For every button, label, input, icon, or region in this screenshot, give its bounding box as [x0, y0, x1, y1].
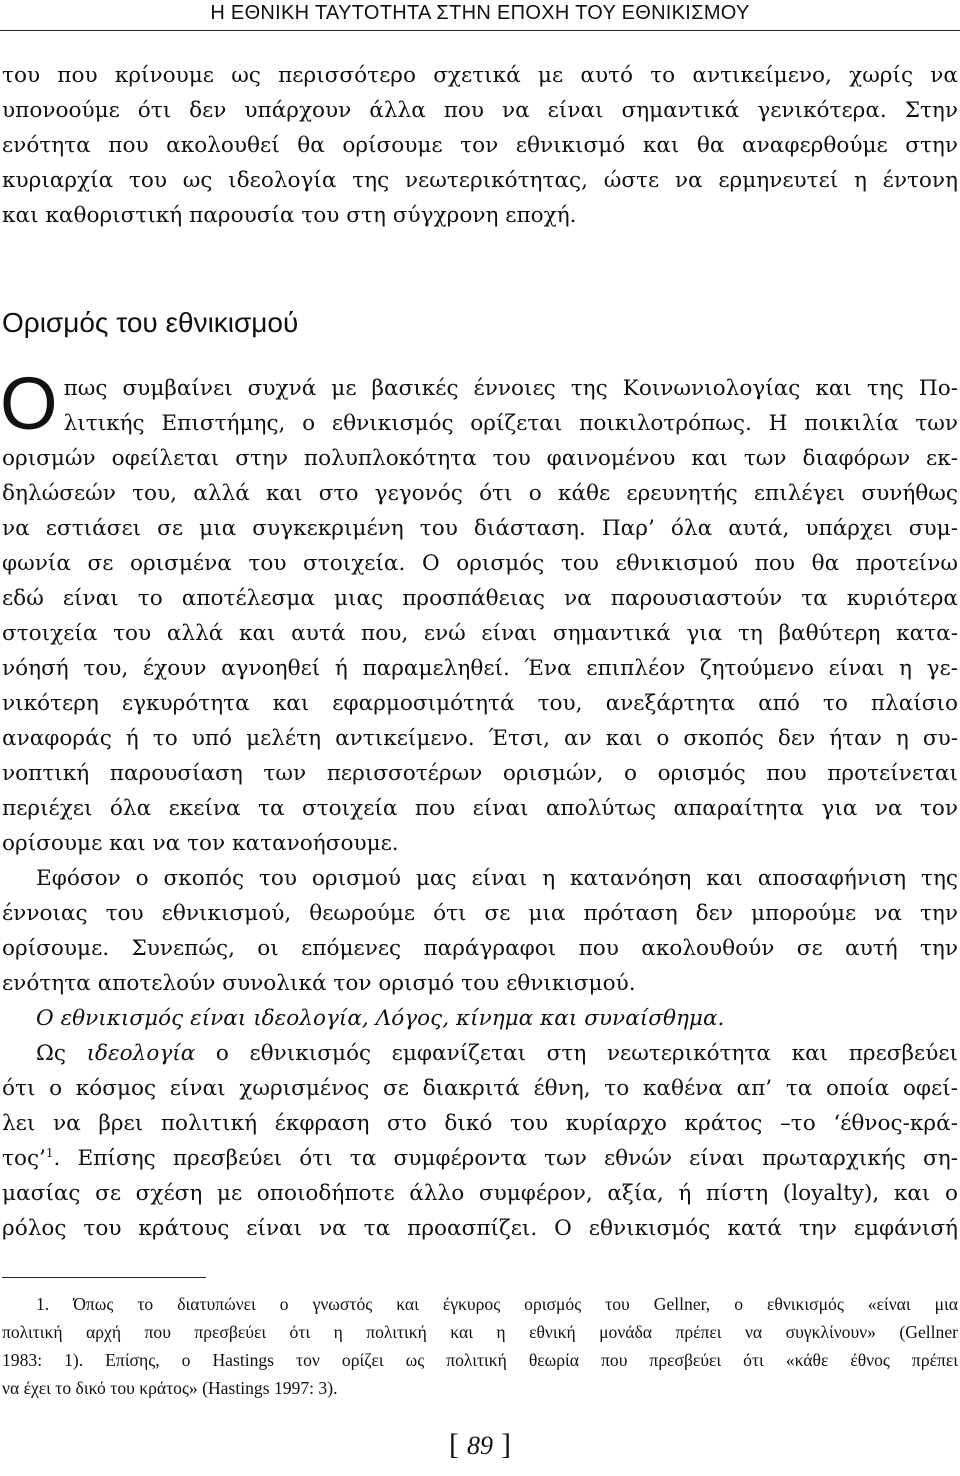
text-segment: ο εθνικισμός εμφανίζεται στη νεωτερικότητα και πρεσβεύει: [195, 1041, 958, 1066]
text-line: υπονοούμε ότι δεν υπάρχουν άλλα που να είναι σημαντικά γενικότερα. Στην: [2, 98, 958, 123]
text-line: αναφοράς ή το υπό μελέτη αντικείμενο. Έτσι, αν και ο σκοπός δεν ήταν η συ-: [2, 726, 958, 751]
text-line: Εφόσον ο σκοπός του ορισμού μας είναι η κατανόηση και αποσαφήνιση της: [36, 866, 958, 891]
text-line: μασίας σε σχέση με οποιοδήποτε άλλο συμφέρον, αξία, ή πίστη (loyalty), και ο: [2, 1181, 958, 1206]
bracket-close: ]: [501, 1428, 511, 1461]
running-head: Η ΕΘΝΙΚΗ ΤΑΥΤΟΤΗΤΑ ΣΤΗΝ ΕΠΟΧΗ ΤΟΥ ΕΘΝΙΚΙΣΜΟΥ: [210, 2, 750, 24]
text-line: ορίσουμε. Συνεπώς, οι επόμενες παράγραφοι που ακολουθούν σε αυτή την: [2, 936, 958, 961]
page-number: [0, 1428, 960, 1462]
paragraph-definition-intro: [0, 362, 958, 1246]
text-line: ορισμών οφείλεται στην πολυπλοκότητα του φαινομένου και των διαφόρων εκ-: [2, 446, 958, 471]
text-line: νοπτική παρουσίαση των περισσοτέρων ορισμών, ο ορισμός που προτείνεται: [2, 761, 958, 786]
intro-paragraph: [2, 58, 958, 233]
text-line: στοιχεία του αλλά και αυτά που, ενώ είναι σημαντικά για τη βαθύτερη κατα-: [2, 621, 958, 646]
text-line: εδώ είναι το αποτέλεσμα μιας προσπάθειας να παρουσιαστούν τα κυριότερα: [2, 586, 958, 611]
text-line: κυριαρχία του ως ιδεολογία της νεωτερικότητας, ώστε να ερμηνευτεί η έντονη: [2, 168, 958, 193]
text-line: ρόλος του κράτους είναι να τα προασπίζει. Ο εθνικισμός κατά την εμφάνισή: [2, 1216, 958, 1241]
text-line: νόησή του, έχουν αγνοηθεί ή παραμεληθεί. Ένα επιπλέον ζητούμενο είναι η γε-: [2, 656, 958, 681]
text-segment: Ως: [36, 1041, 87, 1066]
text-line: λει να βρει πολιτική έκφραση στο δικό του κυρίαρχο κράτος –το ‘έθνος-κρά-: [2, 1111, 958, 1136]
text-line: πως συμβαίνει συχνά με βασικές έννοιες της Κοινωνιολογίας και της Πο-: [63, 376, 958, 401]
footnote-line: πολιτική αρχή που πρεσβεύει ότι η πολιτική και η εθνική μονάδα πρέπει να συγκλίνουν» (Gellner: [2, 1322, 958, 1342]
italic-term: ιδεολογία: [86, 1041, 196, 1066]
section-heading: Ορισμός του εθνικισμού: [2, 307, 299, 338]
footnote-ref[interactable]: 1: [45, 1145, 54, 1160]
footnote-line: να έχει το δικό του κράτος» (Hastings 1997: 3).: [2, 1378, 338, 1398]
text-line: ορίσουμε και να τον κατανοήσουμε.: [2, 831, 399, 856]
text-line: ενότητα που ακολουθεί θα ορίσουμε τον εθνικισμό και θα αναφερθούμε στην: [2, 133, 958, 158]
text-segment: . Επίσης πρεσβεύει ότι τα συμφέροντα των εθνών είναι πρωταρχικής ση-: [53, 1146, 958, 1171]
text-line: περιέχει όλα εκείνα τα στοιχεία που είναι απολύτως απαραίτητα για να τον: [2, 796, 958, 821]
footnote-line: 1983: 1). Επίσης, ο Hastings τον ορίζει ως πολιτική θεωρία που πρεσβεύει ότι «κάθε έθνος πρέπει: [2, 1350, 958, 1370]
text-line: δηλώσεών του, αλλά και στο γεγονός ότι ο κάθε ερευνητής επιλέγει συνήθως: [2, 481, 958, 506]
text-line: ότι ο κόσμος είναι χωρισμένος σε διακριτά έθνη, το καθένα απ’ τα οποία οφεί-: [2, 1076, 958, 1101]
text-line: νικότερη εγκυρότητα και εφαρμοσιμότητά του, ανεξάρτητα από το πλαίσιο: [2, 691, 958, 716]
text-line: [2, 1036, 958, 1071]
text-line: έννοιας του εθνικισμού, θεωρούμε ότι σε μια πρόταση δεν μπορούμε να την: [2, 901, 958, 926]
text-line: λιτικής Επιστήμης, ο εθνικισμός ορίζεται ποικιλοτρόπως. Η ποικιλία των: [63, 411, 958, 436]
text-line: ενότητα αποτελούν συνολικά τον ορισμό του εθνικισμού.: [2, 971, 636, 996]
drop-cap: Ο: [0, 362, 58, 445]
text-line: [2, 1141, 958, 1176]
text-line: και καθοριστική παρουσία του στη σύγχρονη εποχή.: [2, 203, 577, 228]
page-number-value: 89: [467, 1431, 493, 1460]
footnote-line: 1. Όπως το διατυπώνει ο γνωστός και έγκυρος ορισμός του Gellner, ο εθνικισμός «είναι μια: [36, 1294, 958, 1314]
header-rule: [0, 30, 960, 31]
bracket-open: [: [449, 1428, 459, 1461]
text-line: του που κρίνουμε ως περισσότερο σχετικά με αυτό το αντικείμενο, χωρίς να: [2, 63, 958, 88]
footnote-rule: [2, 1277, 206, 1278]
text-line: να εστιάσει σε μια συγκεκριμένη του διάσταση. Παρ’ όλα αυτά, υπάρχει συμ-: [2, 516, 958, 541]
definition-statement: Ο εθνικισμός είναι ιδεολογία, Λόγος, κίνημα και συναίσθημα.: [36, 1006, 725, 1031]
footnote: [2, 1290, 958, 1402]
text-segment: τος’: [2, 1146, 46, 1171]
text-line: φωνία σε ορισμένα του στοιχεία. Ο ορισμός του εθνικισμού που θα προτείνω: [2, 551, 958, 576]
